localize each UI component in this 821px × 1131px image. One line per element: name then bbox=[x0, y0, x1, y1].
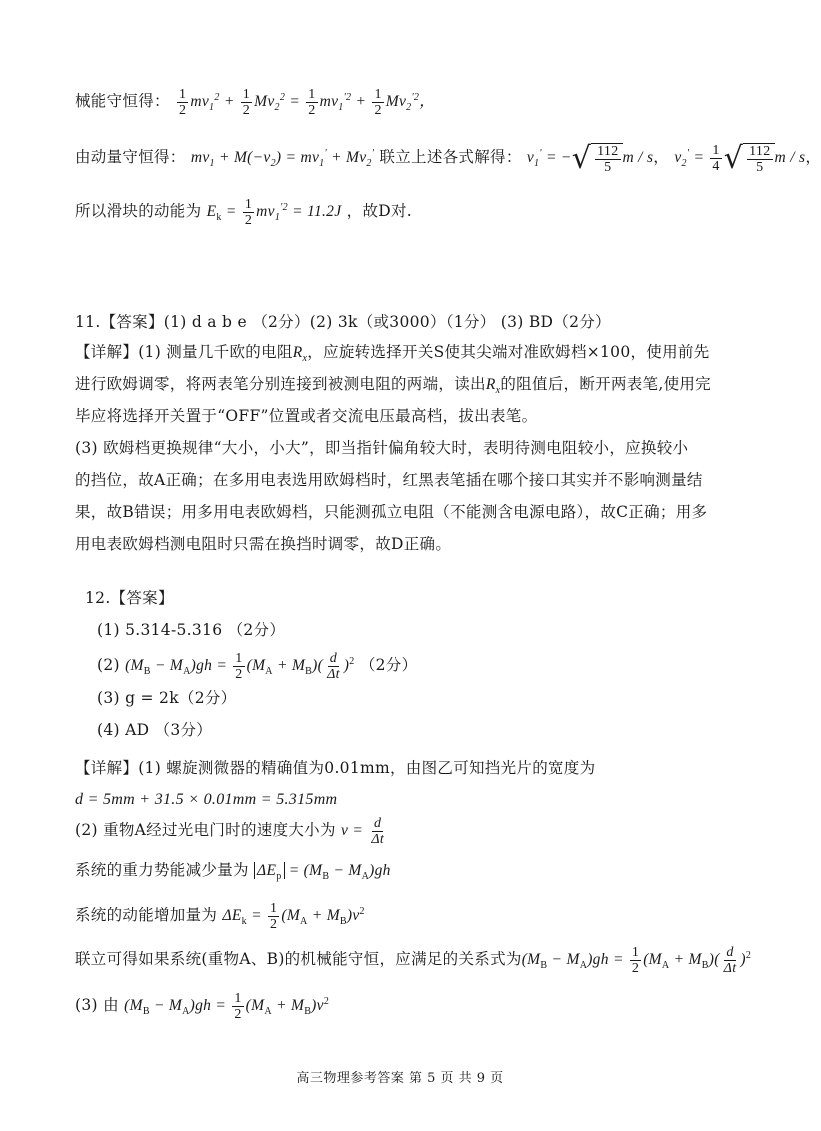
q11-answer: 11.【答案】(1) d a b e （2分）(2) 3k（或3000）（1分） (3) BD（2分） bbox=[75, 313, 611, 331]
q12-detail-line5: 联立可得如果系统(重物A、B)的机械能守恒，应满足的关系式为$(M_B - M_A)gh$ = $\frac{1}{2}$ $(M_A + M_B)$( $\frac{d}{\Delta t}$ )$^2$ bbox=[75, 945, 752, 977]
q11-detail-line7: 用电表欧姆档测电阻时只需在换挡时调零，故D正确。 bbox=[75, 535, 452, 553]
q12-detail-line2: (2) 重物A经过光电门时的速度大小为 v = $\frac{d}{\Delta t}$ bbox=[75, 816, 385, 847]
energy-conservation-line: 械能守恒得： $\frac{1}{2}$ $mv_1^2$ + $\frac{1}{2}$ $Mv_2^2$ = $\frac{1}{2}$ $mv_1^{'2}$ + $\frac{1}{2}$ $Mv_2^{'2}$， bbox=[75, 87, 436, 119]
kinetic-energy-line: 所以滑块的动能为 $E_k$ = $\frac{1}{2}$ $mv_1^{'2} = 11.2J$ ，故D对. bbox=[75, 197, 412, 229]
q12-detail-line1: 【详解】(1) 螺旋测微器的精确值为0.01mm，由图乙可知挡光片的宽度为 bbox=[75, 759, 596, 777]
q11-detail-line6: 果，故B错误；用多用电表欧姆档，只能测孤立电阻（不能测含电源电路），故C正确；用多 bbox=[75, 503, 708, 521]
q12-detail-equation: d = 5mm + 31.5 × 0.01mm = 5.315mm bbox=[75, 791, 338, 808]
q12-title: 12.【答案】 bbox=[85, 589, 174, 607]
q11-detail-line2: 进行欧姆调零，将两表笔分别连接到被测电阻的两端，读出$R_x$的阻值后，断开两表笔,使用完 bbox=[75, 375, 711, 397]
q11-detail-line3: 毕应将选择开关置于“OFF”位置或者交流电压最高档，拔出表笔。 bbox=[75, 407, 538, 425]
solution-v1: $v_1'$ = − √ $\frac{112}{5}$ m / s bbox=[526, 140, 654, 176]
q12-answer-4: (4) AD （3分） bbox=[97, 721, 213, 739]
solution-v2: $v_2'$ = $\frac{1}{4}$ √ $\frac{112}{5}$ m / s bbox=[674, 140, 806, 176]
q11-detail-line5: 的挡位，故A正确；在多用电表选用欧姆档时，红黑表笔插在哪个接口其实并不影响测量结 bbox=[75, 471, 703, 489]
page-footer: 高三物理参考答案 第 5 页 共 9 页 bbox=[296, 1071, 504, 1086]
q11-detail-line1: 【详解】(1) 测量几千欧的电阻$R_x$，应旋转选择开关S使其尖端对准欧姆档×100，使用前先 bbox=[75, 343, 710, 365]
momentum-equation: $mv_1 + M(-v_2) = mv_1' + Mv_2'$ bbox=[190, 148, 375, 170]
energy-equation: $\frac{1}{2}$ $mv_1^2$ + $\frac{1}{2}$ $Mv_2^2$ = $\frac{1}{2}$ $mv_1^{'2}$ + $\frac{1}{2}$ $Mv_2^{'2}$， bbox=[179, 87, 436, 119]
q12-answer-3: (3) g = 2k（2分） bbox=[97, 689, 237, 707]
q11-detail-line4: (3) 欧姆档更换规律“大小，小大”，即当指针偏角较大时，表明待测电阻较小，应换较小 bbox=[75, 439, 689, 457]
q12-answer-1: (1) 5.314-5.316 （2分） bbox=[97, 621, 286, 639]
q12-detail-line3: 系统的重力势能减少量为 $\Delta E_p = (M_B - M_A)gh$ bbox=[75, 861, 391, 883]
q12-answer-2: (2) $(M_B - M_A)gh$ = $\frac{1}{2}$ $(M_A + M_B)$( $\frac{d}{\Delta t}$ )$^2$ （2分） bbox=[97, 651, 418, 683]
momentum-conservation-line: 由动量守恒得： $mv_1 + M(-v_2) = mv_1' + Mv_2'$ 联立上述各式解得： $v_1'$ = − √ $\frac{112}{5}$ m / s， $v_2'$ = $\frac{1}{4}$ √ $\frac{112}{5}$ m / s， bbox=[75, 140, 821, 176]
kinetic-energy-equation: $E_k$ = $\frac{1}{2}$ $mv_1^{'2} = 11.2J$ bbox=[206, 197, 342, 229]
q12-detail-line6: (3) 由 $(M_B - M_A)gh$ = $\frac{1}{2}$ $(M_A + M_B)v^2$ bbox=[75, 991, 330, 1023]
q12-detail-line4: 系统的动能增加量为 $\Delta E_k$ = $\frac{1}{2}$ $(M_A + M_B)v^2$ bbox=[75, 901, 365, 933]
